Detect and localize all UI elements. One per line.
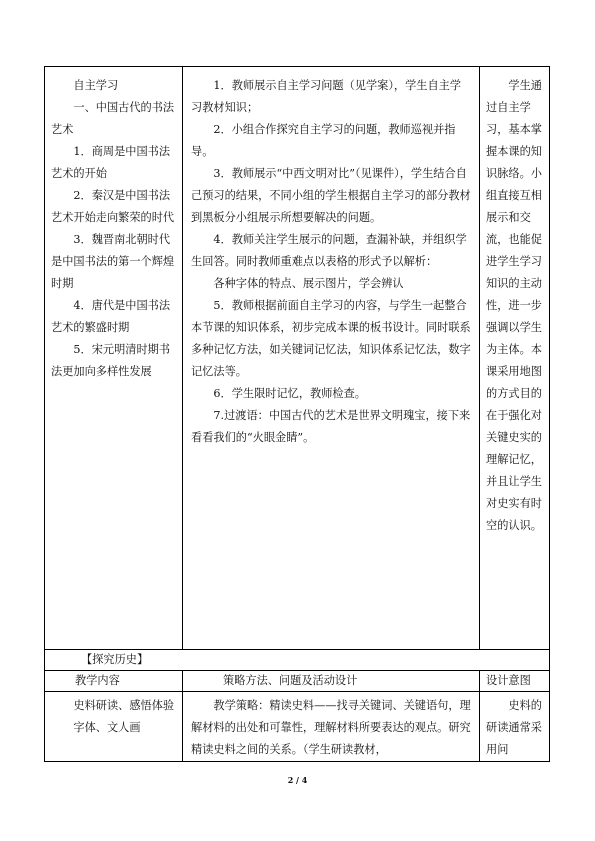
- source-study-topic: 史料研读、感悟体验: [73, 699, 175, 712]
- design-intent-cell: [480, 67, 550, 650]
- activity-step-1: 1．教师展示自主学习问题（见学案），学生自主学习教材知识；: [191, 79, 462, 114]
- design-intent-text: 学生通过自主学习，基本掌握本课的知识脉络。小组直接互相展示和交流，也能促进学生学习知识的主动性，进一步强调以学生为主体。本课采用地图的方式目的在于强化对关键史实的理解记忆，并且让学生对史实有时空的认识。: [486, 79, 542, 532]
- explore-history-row: [45, 650, 550, 671]
- section-heading: 一、中国古代的书法艺术: [51, 101, 175, 136]
- activity-step-6: 6．学生限时记忆，教师检查。: [213, 387, 366, 400]
- activity-step-3: 3．教师展示“中西文明对比”（见课件），学生结合自己预习的结果，不同小组的学生根据自主学习的部分教材到黑板分小组展示所想要解决的问题。: [191, 167, 471, 224]
- page-number: 2 / 4: [287, 775, 308, 785]
- activity-cell: [183, 67, 480, 650]
- source-study-intent: 史料的研读通常采用问: [486, 699, 542, 756]
- lesson-plan-table: [44, 66, 550, 762]
- content-item-1: 1．商周是中国书法艺术的开始: [51, 145, 171, 180]
- header-teaching-content: 教学内容: [45, 671, 183, 692]
- source-study-subtopic: 字体、文人画: [73, 721, 141, 734]
- source-study-intent-cell: [480, 692, 550, 762]
- source-study-row: [45, 692, 550, 762]
- content-item-3: 3．魏晋南北朝时代是中国书法的第一个辉煌时期: [51, 233, 175, 290]
- content-item-5: 5．宋元明清时期书法更加向多样性发展: [51, 343, 171, 378]
- content-item-2: 2．秦汉是中国书法艺术开始走向繁荣的时代: [51, 189, 175, 224]
- self-study-content-cell: [45, 67, 183, 650]
- content-item-4: 4．唐代是中国书法艺术的繁盛时期: [51, 299, 171, 334]
- activity-step-7: 7.过渡语：中国古代的艺术是世界文明瑰宝，接下来看看我们的“火眼金睛”。: [191, 409, 471, 444]
- activity-step-4-note: 各种字体的特点、展示图片，学会辨认: [213, 277, 404, 290]
- header-design-intent: 设计意图: [480, 671, 550, 692]
- header-strategy: 策略方法、问题及活动设计: [183, 671, 480, 692]
- source-study-strategy: 教学策略：精读史料——找寻关键词、关键语句，理解材料的出处和可靠性，理解材料所要表达的观点。研究精读史料之间的关系。（学生研读教材，: [191, 699, 471, 756]
- activity-step-4: 4．教师关注学生展示的问题，查漏补缺，并组织学生回答。同时教师重难点以表格的形式予以解析：: [191, 233, 467, 268]
- source-study-strategy-cell: [183, 692, 480, 762]
- self-study-title: 自主学习: [73, 79, 119, 92]
- source-study-content-cell: [45, 692, 183, 762]
- activity-step-5: 5．教师根据前面自主学习的内容，与学生一起整合本节课的知识体系，初步完成本课的板书设计。同时联系多种记忆方法，如关键词记忆法，知识体系记忆法，数字记忆法等。: [191, 299, 471, 378]
- explore-history-title: 【探究历史】: [45, 650, 550, 671]
- activity-step-2: 2．小组合作探究自主学习的问题，教师巡视并指导。: [191, 123, 456, 158]
- self-study-row: [45, 67, 550, 650]
- table-header-row: [45, 671, 550, 692]
